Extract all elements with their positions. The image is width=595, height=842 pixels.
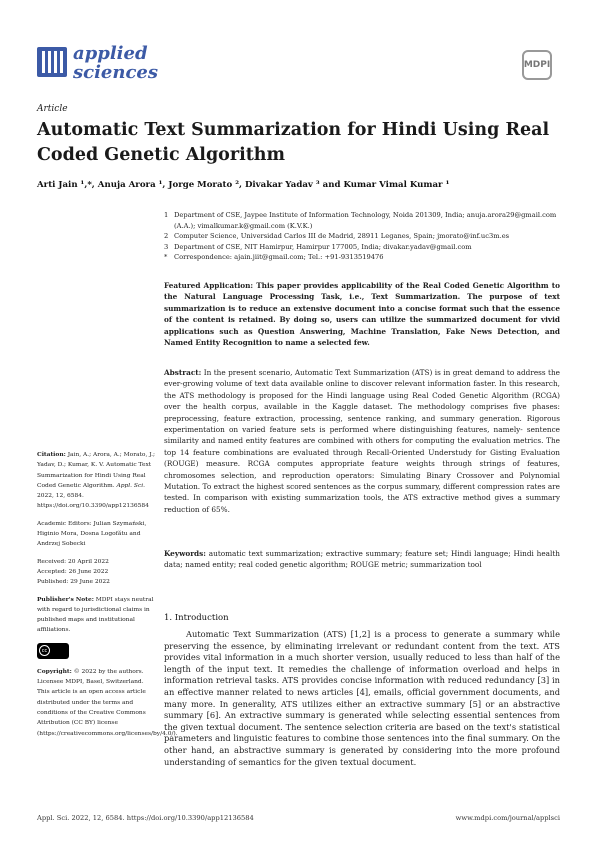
received-date: Received: 20 April 2022 xyxy=(37,558,109,565)
cc-license-badge[interactable] xyxy=(37,643,69,659)
journal-name: applied sciences xyxy=(73,43,159,83)
paper-title: Automatic Text Summarization for Hindi Using Real Coded Genetic Algorithm xyxy=(37,120,550,165)
featured-application: Featured Application: This paper provides applicability of the Real Coded Genetic Algorithm to the Natural Language Processing Task, i.e., Text Summarization. The purpose of text summarization is to reduce an extensive document into a concise format such that the essence of the content is retained. By doing so, users can utilize the summarized document for vivid applications such as Question Answering, Machine Translation, Fake News Detection, and Named Entity Recognition to name a selected few. xyxy=(164,281,560,348)
mdpi-logo xyxy=(516,50,558,84)
published-date: Published: 29 June 2022 xyxy=(37,579,110,586)
journal-logo-icon xyxy=(37,47,67,77)
publisher-name: MDPI xyxy=(523,60,551,70)
dates xyxy=(37,557,157,588)
publisher-note: Publisher's Note: MDPI stays neutral with regard to jurisdictional claims in published maps and institutional affiliations. xyxy=(37,595,154,634)
journal-logo xyxy=(37,44,227,94)
article-type: Article xyxy=(37,104,68,114)
citation-doi-link[interactable]: 2022, 12, 6584. https://doi.org/10.3390/app12136584 xyxy=(37,493,149,510)
affiliation-item: 3 Department of CSE, NIT Hamirpur, Hamirpur 177005, India; divakar.yadav@gmail.com xyxy=(164,242,472,251)
affiliation-item: 2 Computer Science, Universidad Carlos III de Madrid, 28911 Leganes, Spain; jmorato@inf.uc3m.es xyxy=(164,232,510,240)
accepted-date: Accepted: 26 June 2022 xyxy=(37,568,109,575)
keywords xyxy=(164,548,560,571)
footer-citation: Appl. Sci. 2022, 12, 6584. https://doi.org/10.3390/app12136584 xyxy=(37,814,254,822)
footer-journal-link[interactable]: www.mdpi.com/journal/applsci xyxy=(455,814,560,822)
abstract-text: In the present scenario, Automatic Text Summarization (ATS) is in great demand to address the ever-growing volume of text data available online to discover relevant information faster. In this research, the ATS methodology is proposed for the Hindi language using Real Coded Genetic Algorithm (RCGA) over the health corpus, available in the Kaggle dataset. The methodology comprises five phases: preprocessing, feature extraction, processing, sentence ranking, and summary generation. Rigorous experimentation on varied feature sets is performed where distinguishing features, namely- sentence similarity and named entity features are combined with others for computing the evaluation metrics. The top 14 feature combinations are evaluated through Recall-Oriented Understudy for Gisting Evaluation (ROUGE) measure. RCGA computes appropriate feature weights through strings of features, chromosomes selection, and reproduction operators: Simulating Binary Crossover and Polynomial Mutation. To extract the highest scored sentences as the corpus summary, different compression rates are tested. In comparison with existing summarization tools, the ATS extractive method gives a summary reduction of 65%. xyxy=(164,368,560,514)
correspondence: * Correspondence: ajain.jiit@gmail.com; Tel.: +91-9313519476 xyxy=(164,253,384,261)
page-footer xyxy=(37,814,560,822)
citation: Citation: Jain, A.; Arora, A.; Morato, J.; Yadav, D.; Kumar, K. V. Automatic Text Summarization for Hindi Using Real Coded Genetic Algorithm. Appl. Sci. 2022, 12, 6584. https://doi.org/10.3390/app12136584 xyxy=(37,451,155,510)
abstract xyxy=(164,367,560,515)
section-heading-introduction: 1. Introduction xyxy=(164,613,229,623)
introduction-text: Automatic Text Summarization (ATS) [1,2] is a process to generate a summary while preserving the essence, by eliminating irrelevant or redundant content from the text. ATS provides vital information in a much shorter version, usually reduced to less than half of the length of the input text. It remedies the challenge of information overload and helps in information retrieval tasks. ATS provides concise information with reduced redundancy [3] in an effective manner related to news articles [4], emails, official government documents, and many more. In generality, ATS utilizes either an extractive summary [5] or an abstractive summary [6]. An extractive summary is generated while selecting essential sentences from the given textual document. The sentence selection criteria are based on the text's statistical parameters and linguistic features to combine those sentences into the final summary. On the other hand, an abstractive summary is generated by considering into the more profound understanding of semantics for the given textual document. xyxy=(164,629,560,767)
affiliation-item: 1 Department of CSE, Jaypee Institute of Information Technology, Noida 201309, India; anuja.arora29@gmail.com (A.A.); vimalkumar.k@gmail.com (K.V.K.) xyxy=(164,211,557,230)
affiliations xyxy=(164,210,564,263)
academic-editors: Academic Editors: Julian Szymański, Higinio Mora, Dosna Logofătu and Andrzej Sobecki xyxy=(37,520,147,548)
keywords-text: automatic text summarization; extractive summary; feature set; Hindi language; Hindi health data; named entity; real coded genetic algorithm; ROUGE metric; summarization tool xyxy=(164,549,561,570)
sidebar-info xyxy=(37,450,178,746)
abstract-label: Abstract: xyxy=(164,368,202,377)
author-list: Arti Jain ¹,*, Anuja Arora ¹, Jorge Morato ², Divakar Yadav ³ and Kumar Vimal Kumar ¹ xyxy=(37,180,450,190)
copyright: Copyright: © 2022 by the authors. Licensee MDPI, Basel, Switzerland. This article is an open access article distributed under the terms and conditions of the Creative Commons Attribution (CC BY) license (https://creativecommons.org/licenses/by/4.0/). xyxy=(37,667,178,737)
keywords-label: Keywords: xyxy=(164,549,206,558)
cc-icon: cc xyxy=(39,645,50,656)
